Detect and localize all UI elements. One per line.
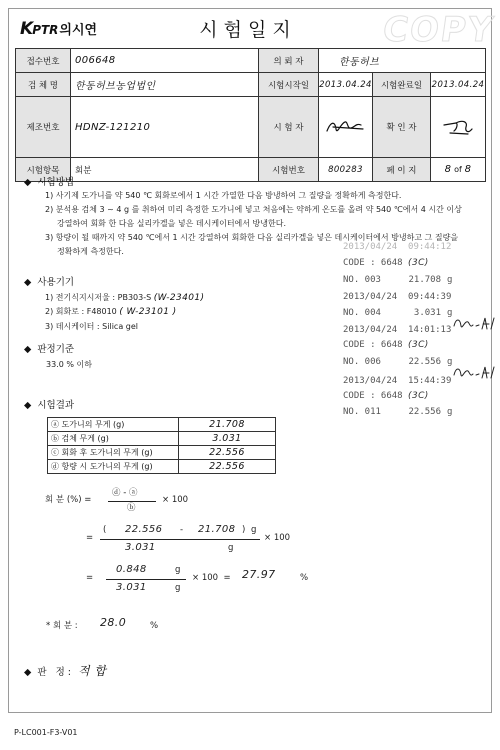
end-date: 2013.04.24 [431, 79, 485, 90]
formula-3-result: 27.97 [242, 568, 276, 581]
slip-3-date: 2013/04/24 14:01:13 [343, 325, 452, 335]
slip-1-number: NO. 003 [343, 275, 381, 285]
logo-ptr: PTR [32, 23, 59, 37]
client-label: 의 뢰 자 [259, 49, 319, 73]
tester-signature [323, 117, 369, 137]
judgment-value: 적 합 [78, 664, 107, 678]
equipment-1-note: (W-23401) [153, 293, 205, 303]
logo-korean: 의시연 [59, 23, 98, 38]
sample-cell [71, 73, 259, 97]
formula-3-equals: = [86, 573, 94, 583]
info-row-2 [16, 73, 486, 97]
sample-label: 검 체 명 [16, 73, 71, 97]
formula-2-value-d: 22.556 [125, 524, 163, 535]
result-value-c: 22.556 [209, 447, 245, 458]
slip-4-weight: 22.556 [408, 407, 441, 417]
info-row-1 [16, 49, 486, 73]
formula-1-numerator: ⓓ - ⓐ [112, 488, 138, 498]
equipment-2-text: 2) 회화로 : F48010 [45, 307, 117, 316]
equipment-item-2 [45, 307, 177, 317]
logo-mark: K [20, 19, 33, 39]
formula-2-numerator-unit: g [251, 525, 257, 535]
table-row [48, 418, 276, 432]
slip-4-code-text: CODE : 6648 [343, 391, 403, 401]
page-title: 시 험 일 지 [199, 19, 291, 41]
form-code: P-LC001-F3-V01 [14, 728, 78, 737]
slip-3-code [343, 340, 429, 351]
tester-signature-cell [319, 97, 373, 158]
lot-no: HDNZ-121210 [75, 121, 151, 133]
kptr-logo [20, 19, 97, 39]
formula-2-close-paren: ) [242, 525, 246, 535]
result-value-a: 21.708 [209, 419, 245, 430]
method-step-3-cont: 정확하게 측정한다. [57, 247, 124, 256]
page-total: 8 [464, 164, 472, 175]
formula-3-numerator-unit: g [175, 565, 181, 575]
receipt-no-label: 접수번호 [16, 49, 71, 73]
slip-4-reading [343, 407, 452, 418]
sample-name: 한동허브농업법인 [75, 81, 156, 92]
test-no-label: 시험번호 [259, 158, 319, 182]
checker-label: 확 인 자 [373, 97, 431, 158]
slip-4-date: 2013/04/24 15:44:39 [343, 376, 452, 386]
equipment-heading: ◆ 사용기기 [24, 277, 75, 288]
formula-3-fraction-bar [106, 579, 186, 580]
end-date-cell [431, 73, 486, 97]
receipt-no: 006648 [75, 55, 116, 66]
slip-initials-2 [452, 362, 496, 382]
slip-1-reading [343, 275, 452, 286]
final-ash-value: 28.0 [100, 616, 127, 629]
slip-3-weight: 22.556 [408, 357, 441, 367]
client-cell [319, 49, 486, 73]
checker-signature [438, 117, 478, 137]
info-row-4 [16, 158, 486, 182]
equipment-1-text: 1) 전기식지시저울 : PB303-S [45, 293, 152, 302]
method-step-2: 2) 분석용 검체 3 ~ 4 g 를 취하여 미리 측정한 도가니에 넣고 처음에는 약하게 온도를 올려 약 540 ℃에서 4 시간 이상 [45, 205, 462, 214]
result-cell-d [179, 460, 276, 474]
method-step-3: 3) 항량이 될 때까지 약 540 ℃에서 1 시간 강열하여 회화한 다음 실리카겔을 넣은 데시케이터에서 방냉하고 그 질량을 [45, 233, 459, 242]
formula-1-denominator: ⓑ [127, 503, 136, 513]
results-table [47, 417, 276, 474]
page-current: 8 [444, 164, 452, 175]
slip-3-code-text: CODE : 6648 [343, 340, 403, 350]
slip-1-weight: 21.708 [408, 275, 441, 285]
info-row-3 [16, 97, 486, 158]
result-cell-b [179, 432, 276, 446]
info-table [15, 48, 486, 182]
formula-2-denominator: 3.031 [125, 542, 156, 553]
formula-3-denominator-unit: g [175, 583, 181, 593]
formula-2-minus: - [180, 525, 184, 535]
formula-2-equals: = [86, 533, 94, 543]
formula-3-denominator: 3.031 [116, 582, 147, 593]
slip-2-weight: 3.031 [413, 308, 441, 318]
test-no: 800283 [328, 164, 363, 175]
method-heading: ◆ 시험방법 [24, 177, 75, 188]
equipment-2-note: ( W-23101 ) [119, 307, 177, 317]
method-step-1: 1) 사기제 도가니를 약 540 ℃ 회화로에서 1 시간 가열한 다음 방냉하여 그 질량을 정확하게 측정한다. [45, 191, 402, 200]
slip-initials-1 [452, 314, 496, 334]
page-of: of [454, 165, 462, 174]
formula-2-value-a: 21.708 [198, 524, 236, 535]
slip-3-reading [343, 357, 452, 368]
formula-label: 회 분 (%) = [45, 495, 92, 505]
formula-3-percent: % [300, 573, 309, 583]
result-label-c: ⓒ 회화 후 도가니의 무게 (g) [48, 446, 179, 460]
result-cell-c [179, 446, 276, 460]
copy-watermark: COPY [380, 10, 498, 50]
formula-1-fraction-bar [108, 501, 156, 502]
page-label: 페 이 지 [373, 158, 431, 182]
slip-2-unit: g [447, 308, 453, 318]
final-ash-unit: % [150, 621, 159, 631]
slip-2-number: NO. 004 [343, 308, 381, 318]
slip-1-date: 2013/04/24 09:44:12 [343, 242, 452, 252]
results-heading: ◆ 시험결과 [24, 400, 75, 411]
slip-2-reading [343, 308, 452, 319]
final-ash-label: * 회 분 : [46, 621, 78, 631]
result-cell-a [179, 418, 276, 432]
start-date-label: 시험시작일 [259, 73, 319, 97]
lot-no-cell [71, 97, 259, 158]
table-row [48, 432, 276, 446]
formula-1-times: × 100 [162, 495, 189, 505]
slip-4-code-note: (3C) [408, 391, 429, 401]
equipment-item-3: 3) 데시케이터 : Silica gel [45, 322, 138, 331]
result-value-b: 3.031 [212, 433, 242, 444]
formula-2-times: × 100 [264, 533, 291, 543]
slip-3-code-note: (3C) [408, 340, 429, 350]
end-date-label: 시험완료일 [373, 73, 431, 97]
slip-4-number: NO. 011 [343, 407, 381, 417]
result-value-d: 22.556 [209, 461, 245, 472]
slip-2-date: 2013/04/24 09:44:39 [343, 292, 452, 302]
judgment-label: ◆ 판 정 : [24, 667, 71, 678]
formula-2-open-paren: ( [103, 525, 107, 535]
test-item: 회분 [71, 158, 259, 182]
checker-signature-cell [431, 97, 486, 158]
start-date: 2013.04.24 [319, 79, 372, 90]
slip-3-number: NO. 006 [343, 357, 381, 367]
slip-1-unit: g [447, 275, 453, 285]
start-date-cell [319, 73, 373, 97]
slip-1-code-text: CODE : 6648 [343, 258, 403, 268]
formula-2-denominator-unit: g [228, 543, 234, 553]
table-row [48, 460, 276, 474]
table-row [48, 446, 276, 460]
tester-label: 시 험 자 [259, 97, 319, 158]
test-no-cell [319, 158, 373, 182]
formula-3-numerator: 0.848 [116, 564, 147, 575]
slip-1-code [343, 258, 429, 269]
equipment-item-1 [45, 293, 204, 303]
formula-3-times: × 100 = [192, 573, 231, 583]
slip-3-unit: g [447, 357, 453, 367]
test-item-label: 시험항목 [16, 158, 71, 182]
slip-1-code-note: (3C) [408, 258, 429, 268]
result-label-b: ⓑ 검체 무게 (g) [48, 432, 179, 446]
result-label-a: ⓐ 도가니의 무게 (g) [48, 418, 179, 432]
slip-4-code [343, 391, 429, 402]
lot-no-label: 제조번호 [16, 97, 71, 158]
criteria-text: 33.0 % 이하 [46, 360, 92, 369]
client-name: 한동허브 [339, 57, 380, 68]
page-cell [431, 158, 486, 182]
formula-2-fraction-bar [100, 539, 260, 540]
result-label-d: ⓓ 항량 시 도가니의 무게 (g) [48, 460, 179, 474]
slip-4-unit: g [447, 407, 453, 417]
criteria-heading: ◆ 판정기준 [24, 344, 75, 355]
method-step-2-cont: 강열하여 회화 한 다음 실리카겔을 넣은 데시케이터에서 방냉한다. [57, 219, 286, 228]
receipt-no-cell [71, 49, 259, 73]
